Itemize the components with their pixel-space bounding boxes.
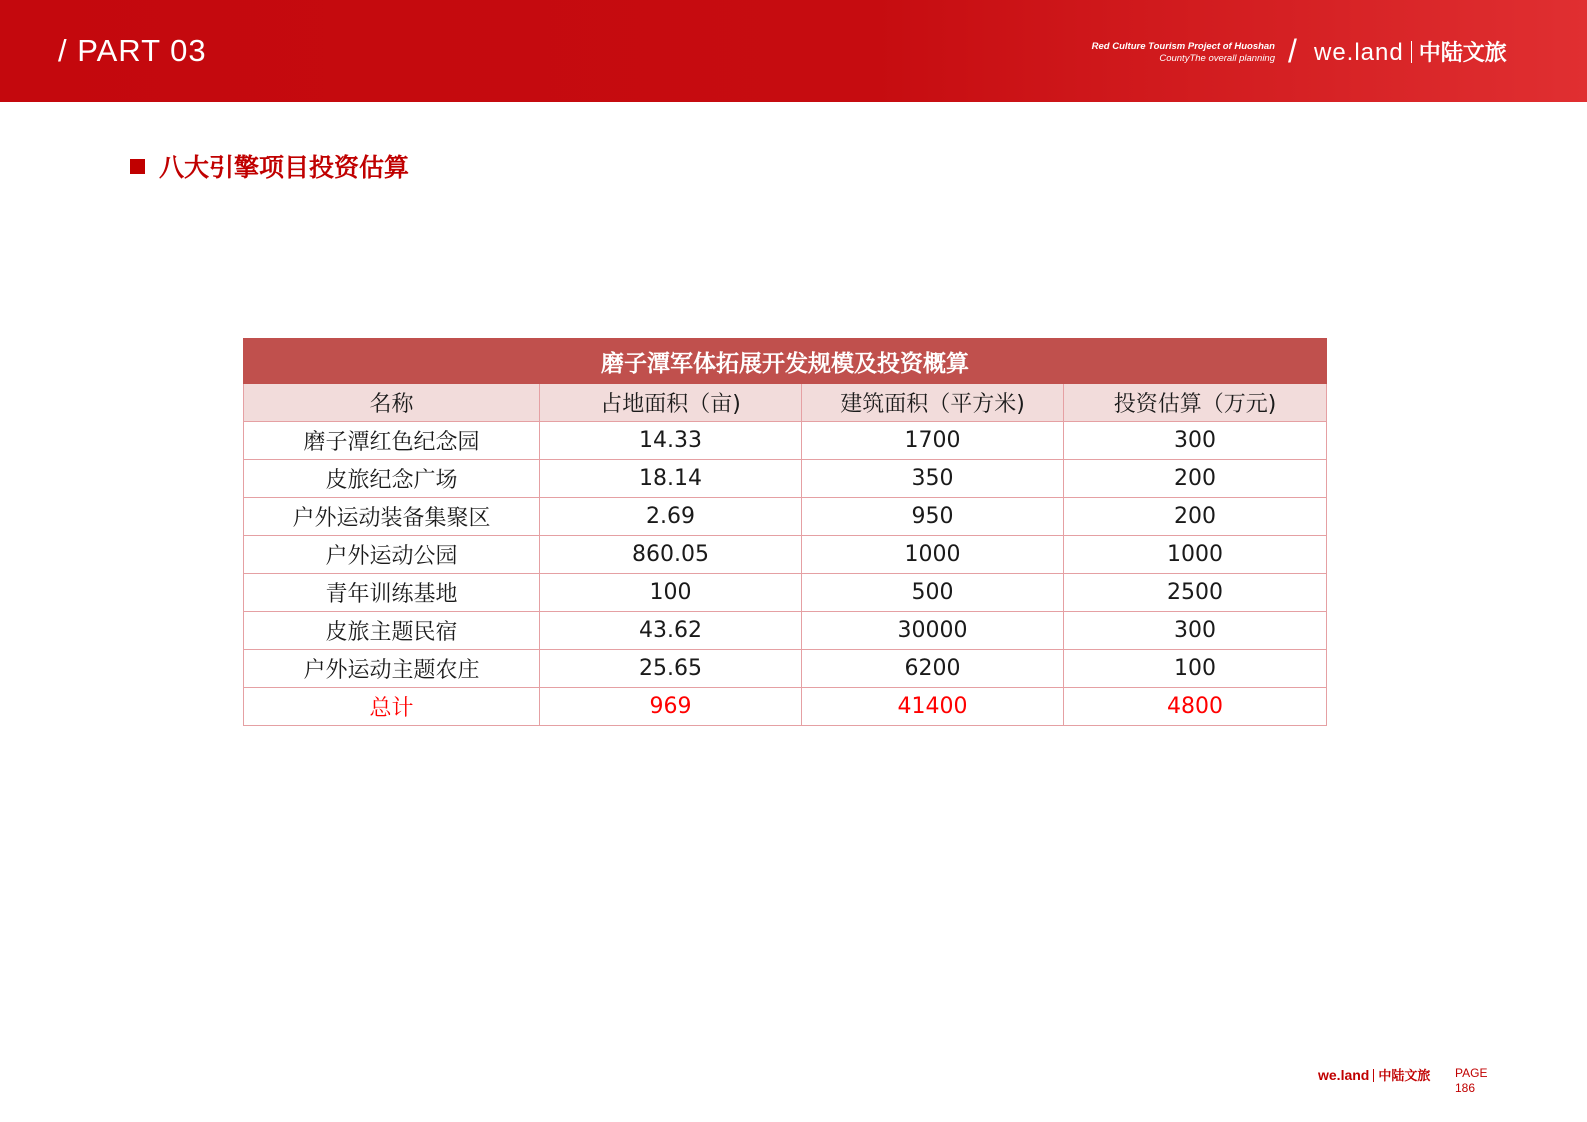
- cell-name: 磨子潭红色纪念园: [244, 422, 540, 460]
- table-caption-row: [244, 339, 1327, 384]
- cell-land-area: 25.65: [540, 650, 802, 688]
- total-label: 总计: [244, 688, 540, 726]
- cell-investment: 200: [1064, 498, 1327, 536]
- cell-building-area: 30000: [802, 612, 1064, 650]
- brand-logo: [1314, 36, 1507, 67]
- cell-land-area: 18.14: [540, 460, 802, 498]
- table-row: [244, 650, 1327, 688]
- total-land-area: 969: [540, 688, 802, 726]
- footer-brand-logo: [1318, 1065, 1430, 1084]
- total-building-area: 41400: [802, 688, 1064, 726]
- header-bar: [0, 0, 1587, 102]
- cell-investment: 2500: [1064, 574, 1327, 612]
- part-label: / PART 03: [58, 33, 207, 68]
- cell-land-area: 14.33: [540, 422, 802, 460]
- cell-land-area: 100: [540, 574, 802, 612]
- project-title-line2: CountyThe overall planning: [1159, 53, 1275, 64]
- footer-brand-separator: [1373, 1069, 1374, 1082]
- cell-investment: 200: [1064, 460, 1327, 498]
- column-header-building-area: 建筑面积（平方米): [802, 384, 1064, 422]
- table-row: [244, 536, 1327, 574]
- footer-brand-cn: 中陆文旅: [1378, 1069, 1431, 1084]
- cell-land-area: 860.05: [540, 536, 802, 574]
- table-row: [244, 460, 1327, 498]
- cell-investment: 300: [1064, 422, 1327, 460]
- cell-name: 皮旅主题民宿: [244, 612, 540, 650]
- cell-name: 皮旅纪念广场: [244, 460, 540, 498]
- cell-investment: 1000: [1064, 536, 1327, 574]
- cell-building-area: 500: [802, 574, 1064, 612]
- cell-investment: 100: [1064, 650, 1327, 688]
- page-number: [1455, 1066, 1487, 1096]
- table-row: [244, 422, 1327, 460]
- project-title-line1: Red Culture Tourism Project of Huoshan: [1091, 41, 1275, 52]
- header-divider-slash: /: [1288, 33, 1297, 69]
- table-header-row: [244, 384, 1327, 422]
- cell-building-area: 6200: [802, 650, 1064, 688]
- cell-name: 青年训练基地: [244, 574, 540, 612]
- section-title: [130, 148, 409, 184]
- cell-building-area: 1700: [802, 422, 1064, 460]
- brand-name-cn: 中陆文旅: [1418, 41, 1507, 66]
- cell-building-area: 350: [802, 460, 1064, 498]
- cell-investment: 300: [1064, 612, 1327, 650]
- cell-land-area: 2.69: [540, 498, 802, 536]
- table-row: [244, 612, 1327, 650]
- cell-building-area: 1000: [802, 536, 1064, 574]
- cell-land-area: 43.62: [540, 612, 802, 650]
- page-number-value: 186: [1455, 1081, 1476, 1095]
- total-investment: 4800: [1064, 688, 1327, 726]
- table-row: [244, 498, 1327, 536]
- cell-name: 户外运动主题农庄: [244, 650, 540, 688]
- page-label-text: PAGE: [1455, 1066, 1488, 1080]
- column-header-land-area: 占地面积（亩): [540, 384, 802, 422]
- section-title-text: 八大引擎项目投资估算: [159, 153, 410, 182]
- investment-table: [243, 338, 1327, 726]
- column-header-investment: 投资估算（万元): [1064, 384, 1327, 422]
- brand-separator: [1411, 41, 1412, 63]
- bullet-square-icon: [130, 159, 145, 174]
- column-header-name: 名称: [244, 384, 540, 422]
- table-caption: 磨子潭军体拓展开发规模及投资概算: [244, 339, 1327, 384]
- footer-brand-en: we.land: [1318, 1067, 1370, 1083]
- cell-name: 户外运动公园: [244, 536, 540, 574]
- table-row: [244, 574, 1327, 612]
- table-total-row: [244, 688, 1327, 726]
- cell-name: 户外运动装备集聚区: [244, 498, 540, 536]
- project-subtitle: [1092, 41, 1275, 65]
- cell-building-area: 950: [802, 498, 1064, 536]
- brand-name-en: we.land: [1314, 39, 1404, 66]
